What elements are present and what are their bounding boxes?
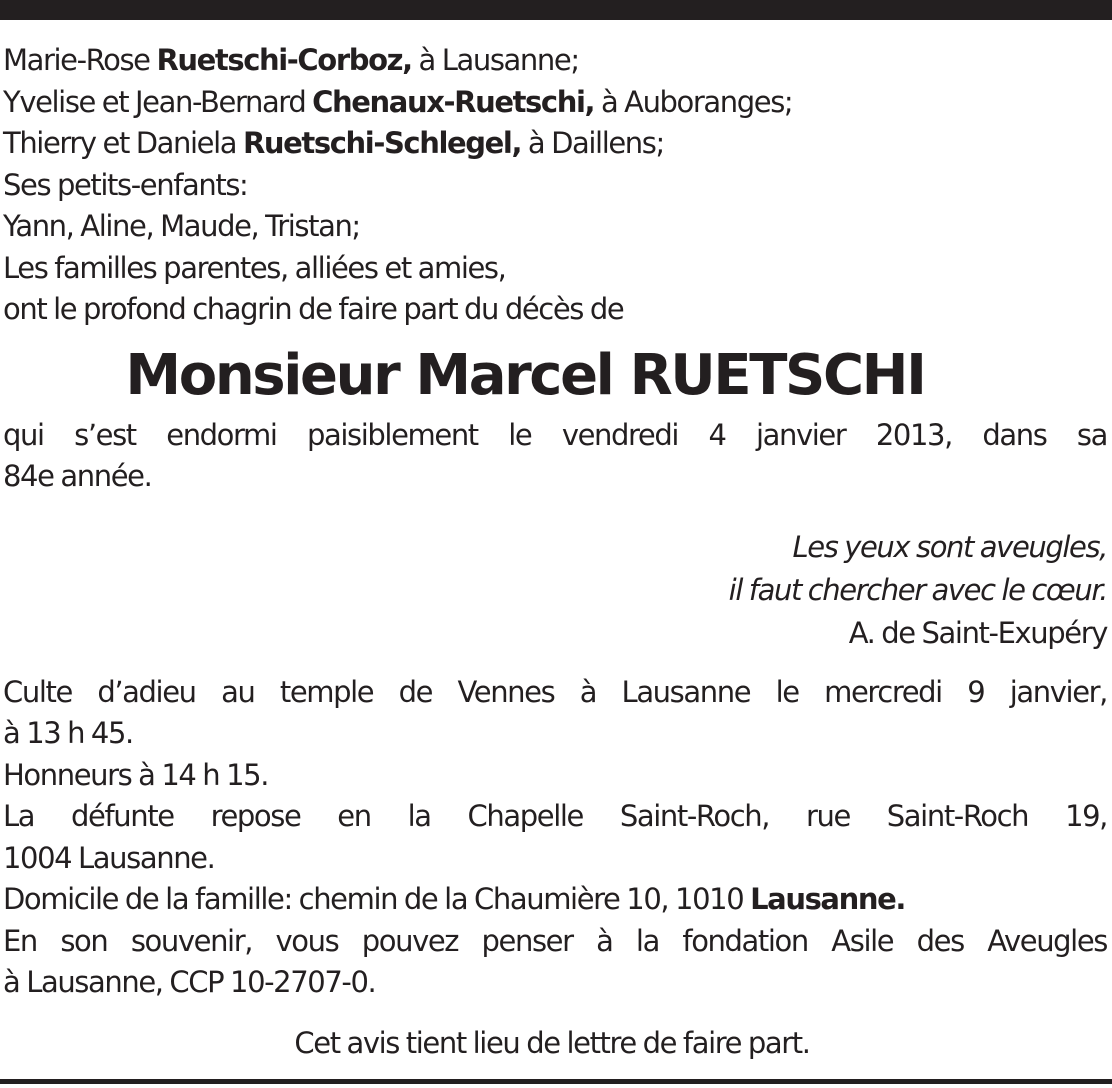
section-spacer [3, 655, 1107, 672]
deceased-name-heading: Monsieur Marcel RUETSCHI [125, 342, 925, 408]
family-member-surname: Ruetschi-Corboz, [156, 43, 412, 77]
quote-author: A. de Saint-Exupéry [848, 615, 1107, 650]
relatives-line: Les familles parentes, alliées et amies, [3, 250, 506, 285]
family-line-2 [3, 82, 1107, 124]
quote-line-1: Les yeux sont aveugles, [792, 529, 1107, 564]
domicile-line [3, 879, 1107, 921]
memory-line-2: à Lausanne, CCP 10-2707-0. [3, 965, 376, 999]
family-line-3 [3, 123, 1107, 165]
family-member-given-names: Yvelise et Jean-Bernard [3, 84, 313, 119]
service-line-1: Culte d’adieu au temple de Vennes à Lausanne le mercredi 9 janvier, [3, 674, 1107, 709]
repose-line-2: 1004 Lausanne. [3, 840, 215, 875]
death-notice-line-2: 84e année. [3, 459, 152, 493]
honours-line: Honneurs à 14 h 15. [3, 757, 269, 792]
closing-note: Cet avis tient lieu de lettre de faire part. [294, 1025, 810, 1060]
grandchildren-label: Ses petits-enfants: [3, 167, 248, 202]
family-member-given-names: Marie-Rose [3, 43, 157, 77]
family-member-surname: Chenaux-Ruetschi, [312, 84, 595, 119]
bottom-border-rule [0, 1079, 1112, 1084]
repose-line-1: La défunte repose en la Chapelle Saint-Roch, rue Saint-Roch 19, [3, 799, 1107, 833]
top-border-rule [0, 0, 1112, 20]
memory-line-1: En son souvenir, vous pouvez penser à la fondation Asile des Aveugles [3, 923, 1107, 958]
family-member-surname: Ruetschi-Schlegel, [242, 126, 522, 160]
family-member-place: à Auboranges; [594, 84, 793, 119]
family-member-place: à Lausanne; [411, 43, 579, 77]
epigraph [3, 526, 1107, 655]
grandchildren-names: Yann, Aline, Maude, Tristan; [3, 209, 360, 243]
announcement-line: ont le profond chagrin de faire part du décès de [3, 292, 624, 326]
service-line-2: à 13 h 45. [3, 716, 133, 750]
domicile-address: Domicile de la famille: chemin de la Chaumière 10, 1010 [3, 882, 751, 916]
obituary-notice [3, 40, 1107, 1064]
death-notice-line-1: qui s’est endormi paisiblement le vendredi 4 janvier 2013, dans sa [3, 417, 1107, 452]
family-member-place: à Daillens; [521, 126, 664, 160]
quote-line-2: il faut chercher avec le cœur. [728, 572, 1107, 607]
family-member-given-names: Thierry et Daniela [3, 126, 243, 160]
domicile-city: Lausanne. [750, 882, 905, 916]
family-line-1 [3, 40, 1107, 82]
